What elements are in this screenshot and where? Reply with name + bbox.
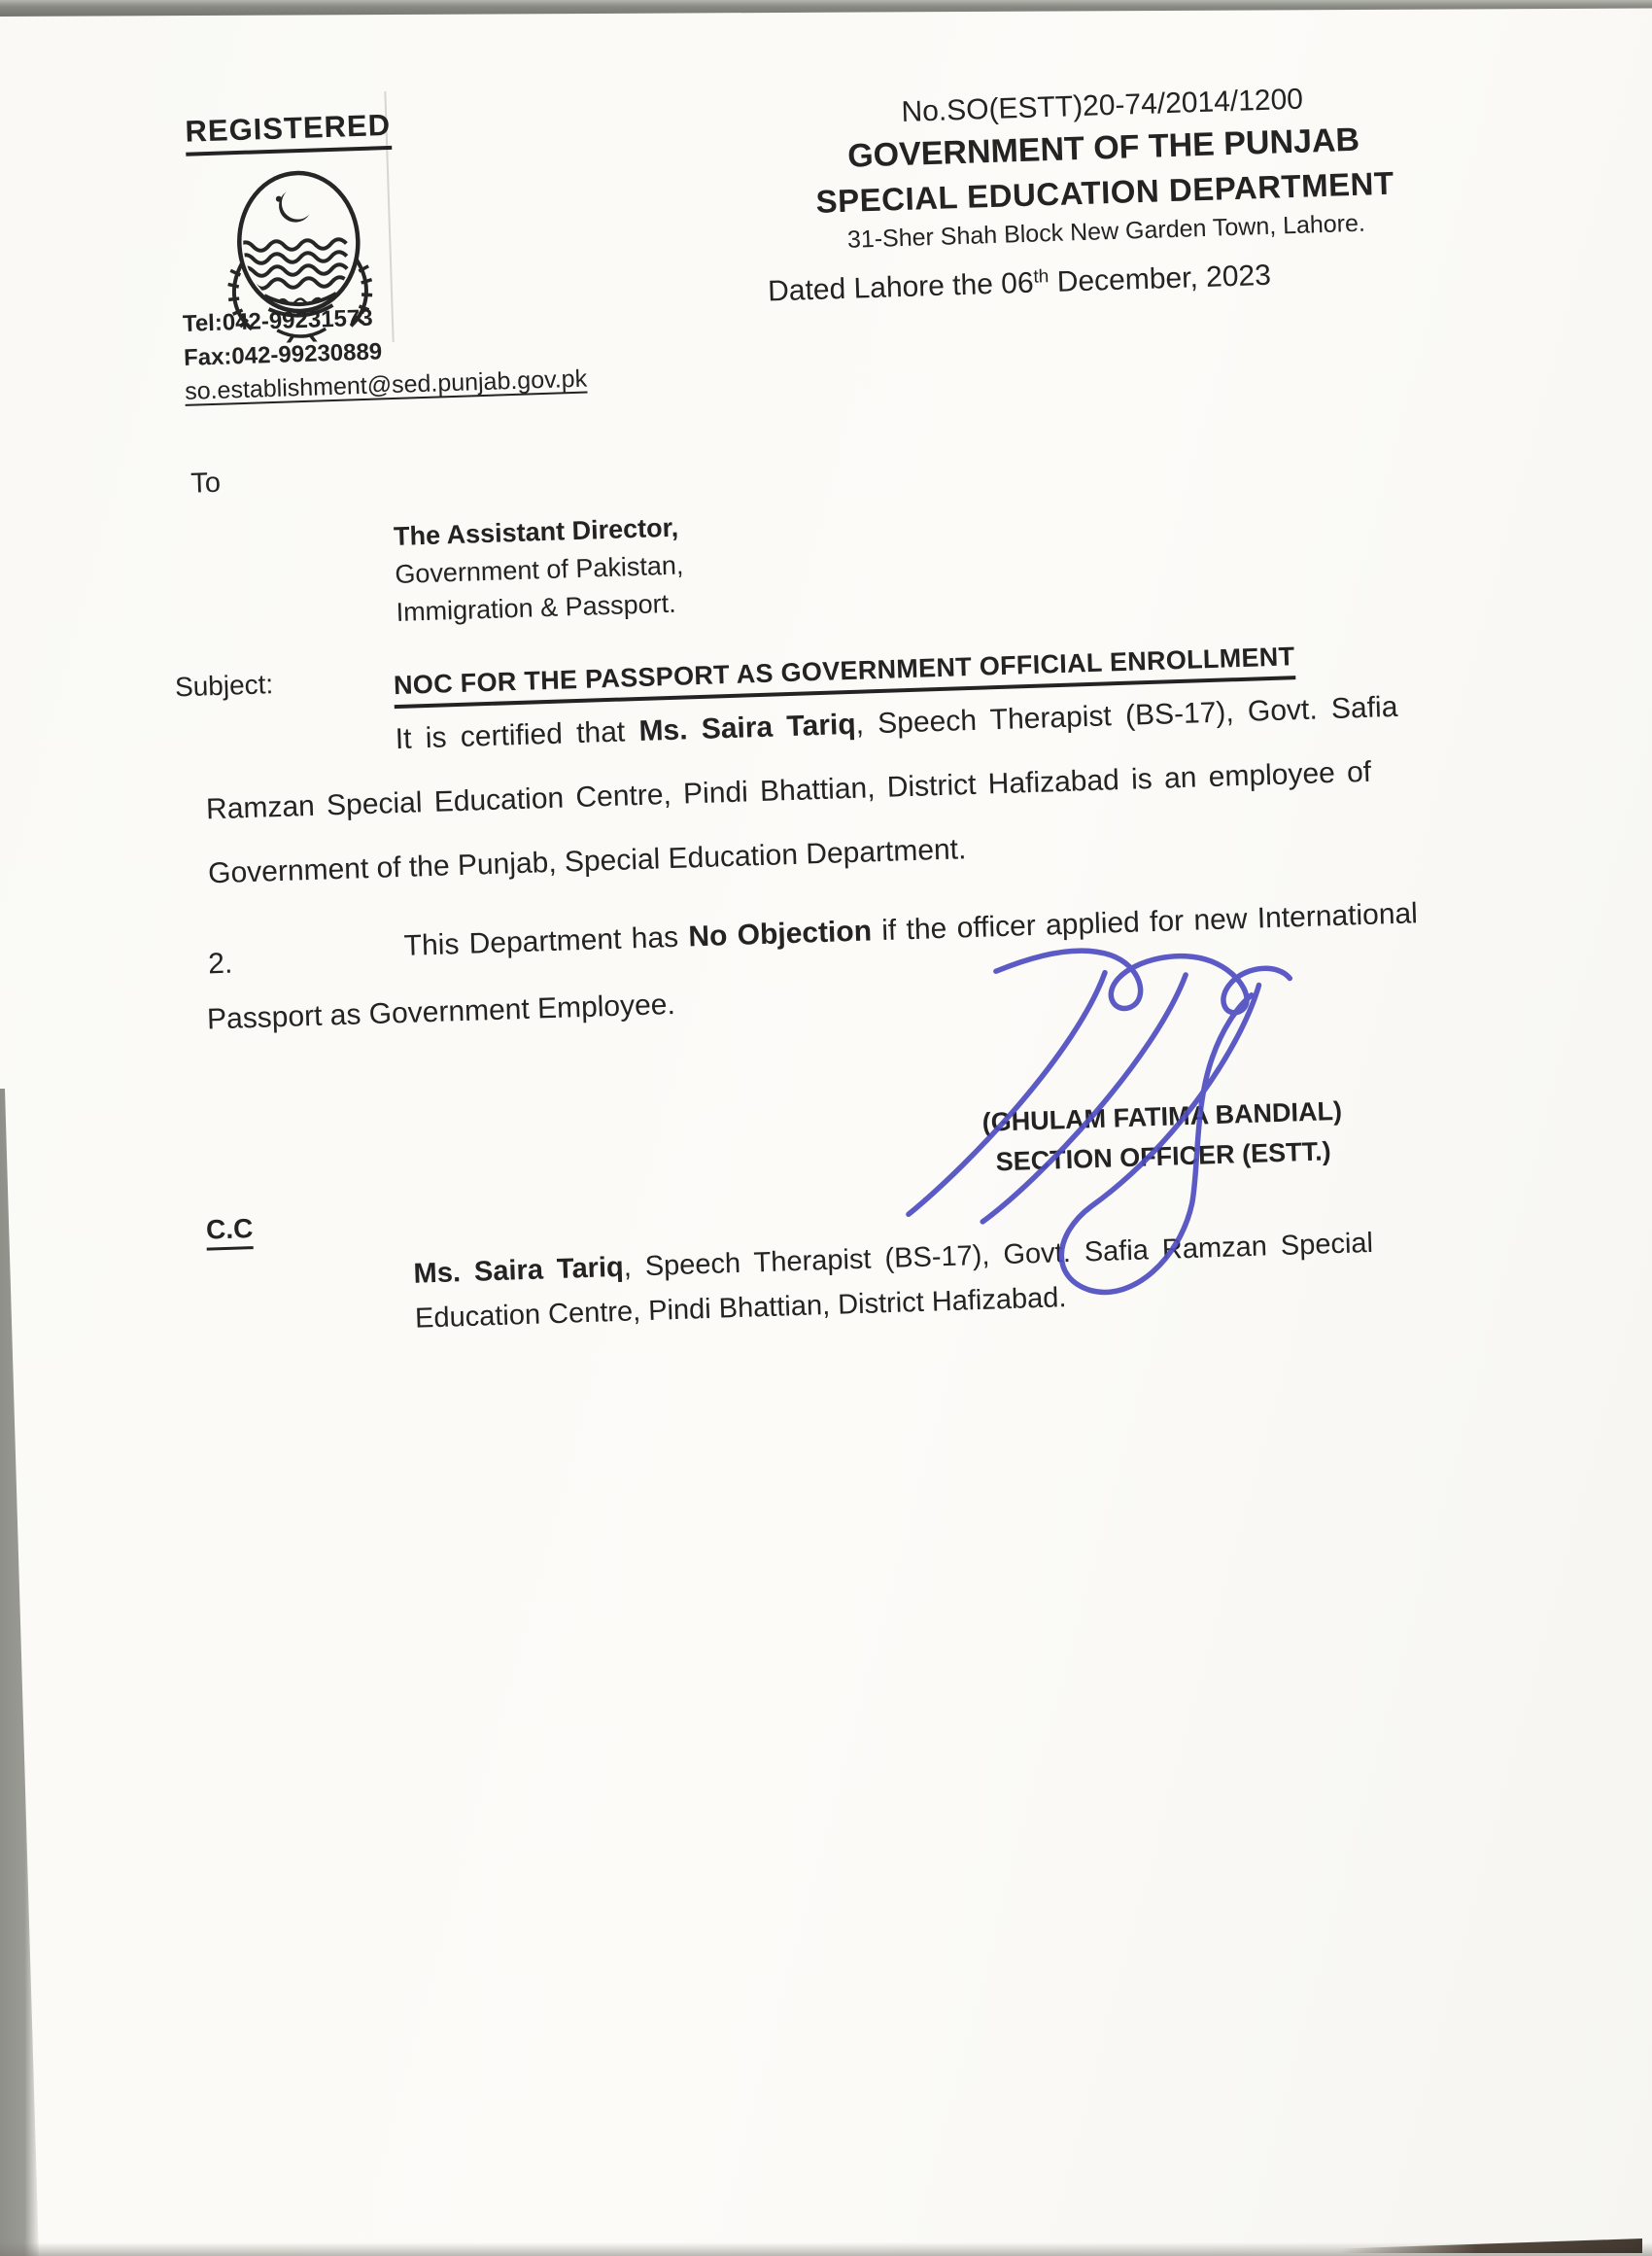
contact-block	[182, 295, 587, 409]
letterhead-right	[781, 76, 1428, 260]
government-title: GOVERNMENT OF THE PUNJAB	[846, 121, 1360, 175]
text-segment: , Speech Therapist (BS-17), Govt. Safia	[855, 690, 1398, 741]
date-ordinal: th	[1033, 266, 1050, 288]
cc-line: Education Centre, Pindi Bhattian, District Hafizabad.	[414, 1282, 1067, 1335]
paragraph-number: 2.	[207, 947, 233, 981]
office-address: 31-Sher Shah Block New Garden Town, Lahore.	[846, 209, 1366, 254]
subject-text: NOC FOR THE PASSPORT AS GOVERNMENT OFFICIAL ENROLLMENT	[394, 642, 1295, 709]
text-segment: It is certified that	[395, 715, 640, 756]
signatory-title: SECTION OFFICER (ESTT.)	[995, 1136, 1332, 1177]
handwritten-signature	[848, 906, 1387, 1350]
paragraph-line: Government of the Punjab, Special Education Department.	[207, 833, 967, 890]
text-segment: This Department has	[403, 920, 689, 962]
signatory-name: (GHULAM FATIMA BANDIAL)	[981, 1095, 1343, 1137]
department-title: SPECIAL EDUCATION DEPARTMENT	[815, 164, 1395, 220]
employee-name: Ms. Saira Tariq	[637, 708, 857, 747]
body-paragraph-1	[203, 674, 1453, 906]
recipient-line: Government of Pakistan,	[394, 550, 684, 590]
paragraph-line: Passport as Government Employee.	[206, 988, 676, 1036]
paragraph-line: Ramzan Special Education Centre, Pindi Bhattian, District Hafizabad is an employee of	[205, 755, 1372, 826]
fax-line: Fax:042-99230889	[183, 338, 383, 371]
employee-name: Ms. Saira Tariq	[413, 1251, 625, 1290]
tel-line: Tel:042-99231573	[182, 304, 374, 337]
text-segment: , Speech Therapist (BS-17), Govt. Safia Ramzan Special	[623, 1227, 1374, 1283]
river-waves	[237, 239, 347, 290]
no-objection-phrase: No Objection	[687, 915, 873, 954]
crescent-icon	[279, 191, 310, 223]
recipient-block	[394, 508, 686, 632]
text-segment: if the officer applied for new International	[871, 897, 1419, 948]
cc-label: C.C	[206, 1213, 254, 1251]
recipient-line: Immigration & Passport.	[396, 588, 677, 627]
date-line	[768, 260, 1272, 309]
salutation-to: To	[189, 467, 222, 500]
date-rest: December, 2023	[1048, 259, 1272, 299]
recipient-line: The Assistant Director,	[393, 512, 679, 552]
registered-stamp	[185, 108, 392, 156]
date-text: Dated Lahore the 06	[767, 266, 1035, 308]
subject-label: Subject:	[174, 669, 274, 703]
registered-label: REGISTERED	[185, 107, 392, 149]
email-line: so.establishment@sed.punjab.gov.pk	[184, 364, 588, 405]
reference-number: No.SO(ESTT)20-74/2014/1200	[901, 83, 1304, 128]
